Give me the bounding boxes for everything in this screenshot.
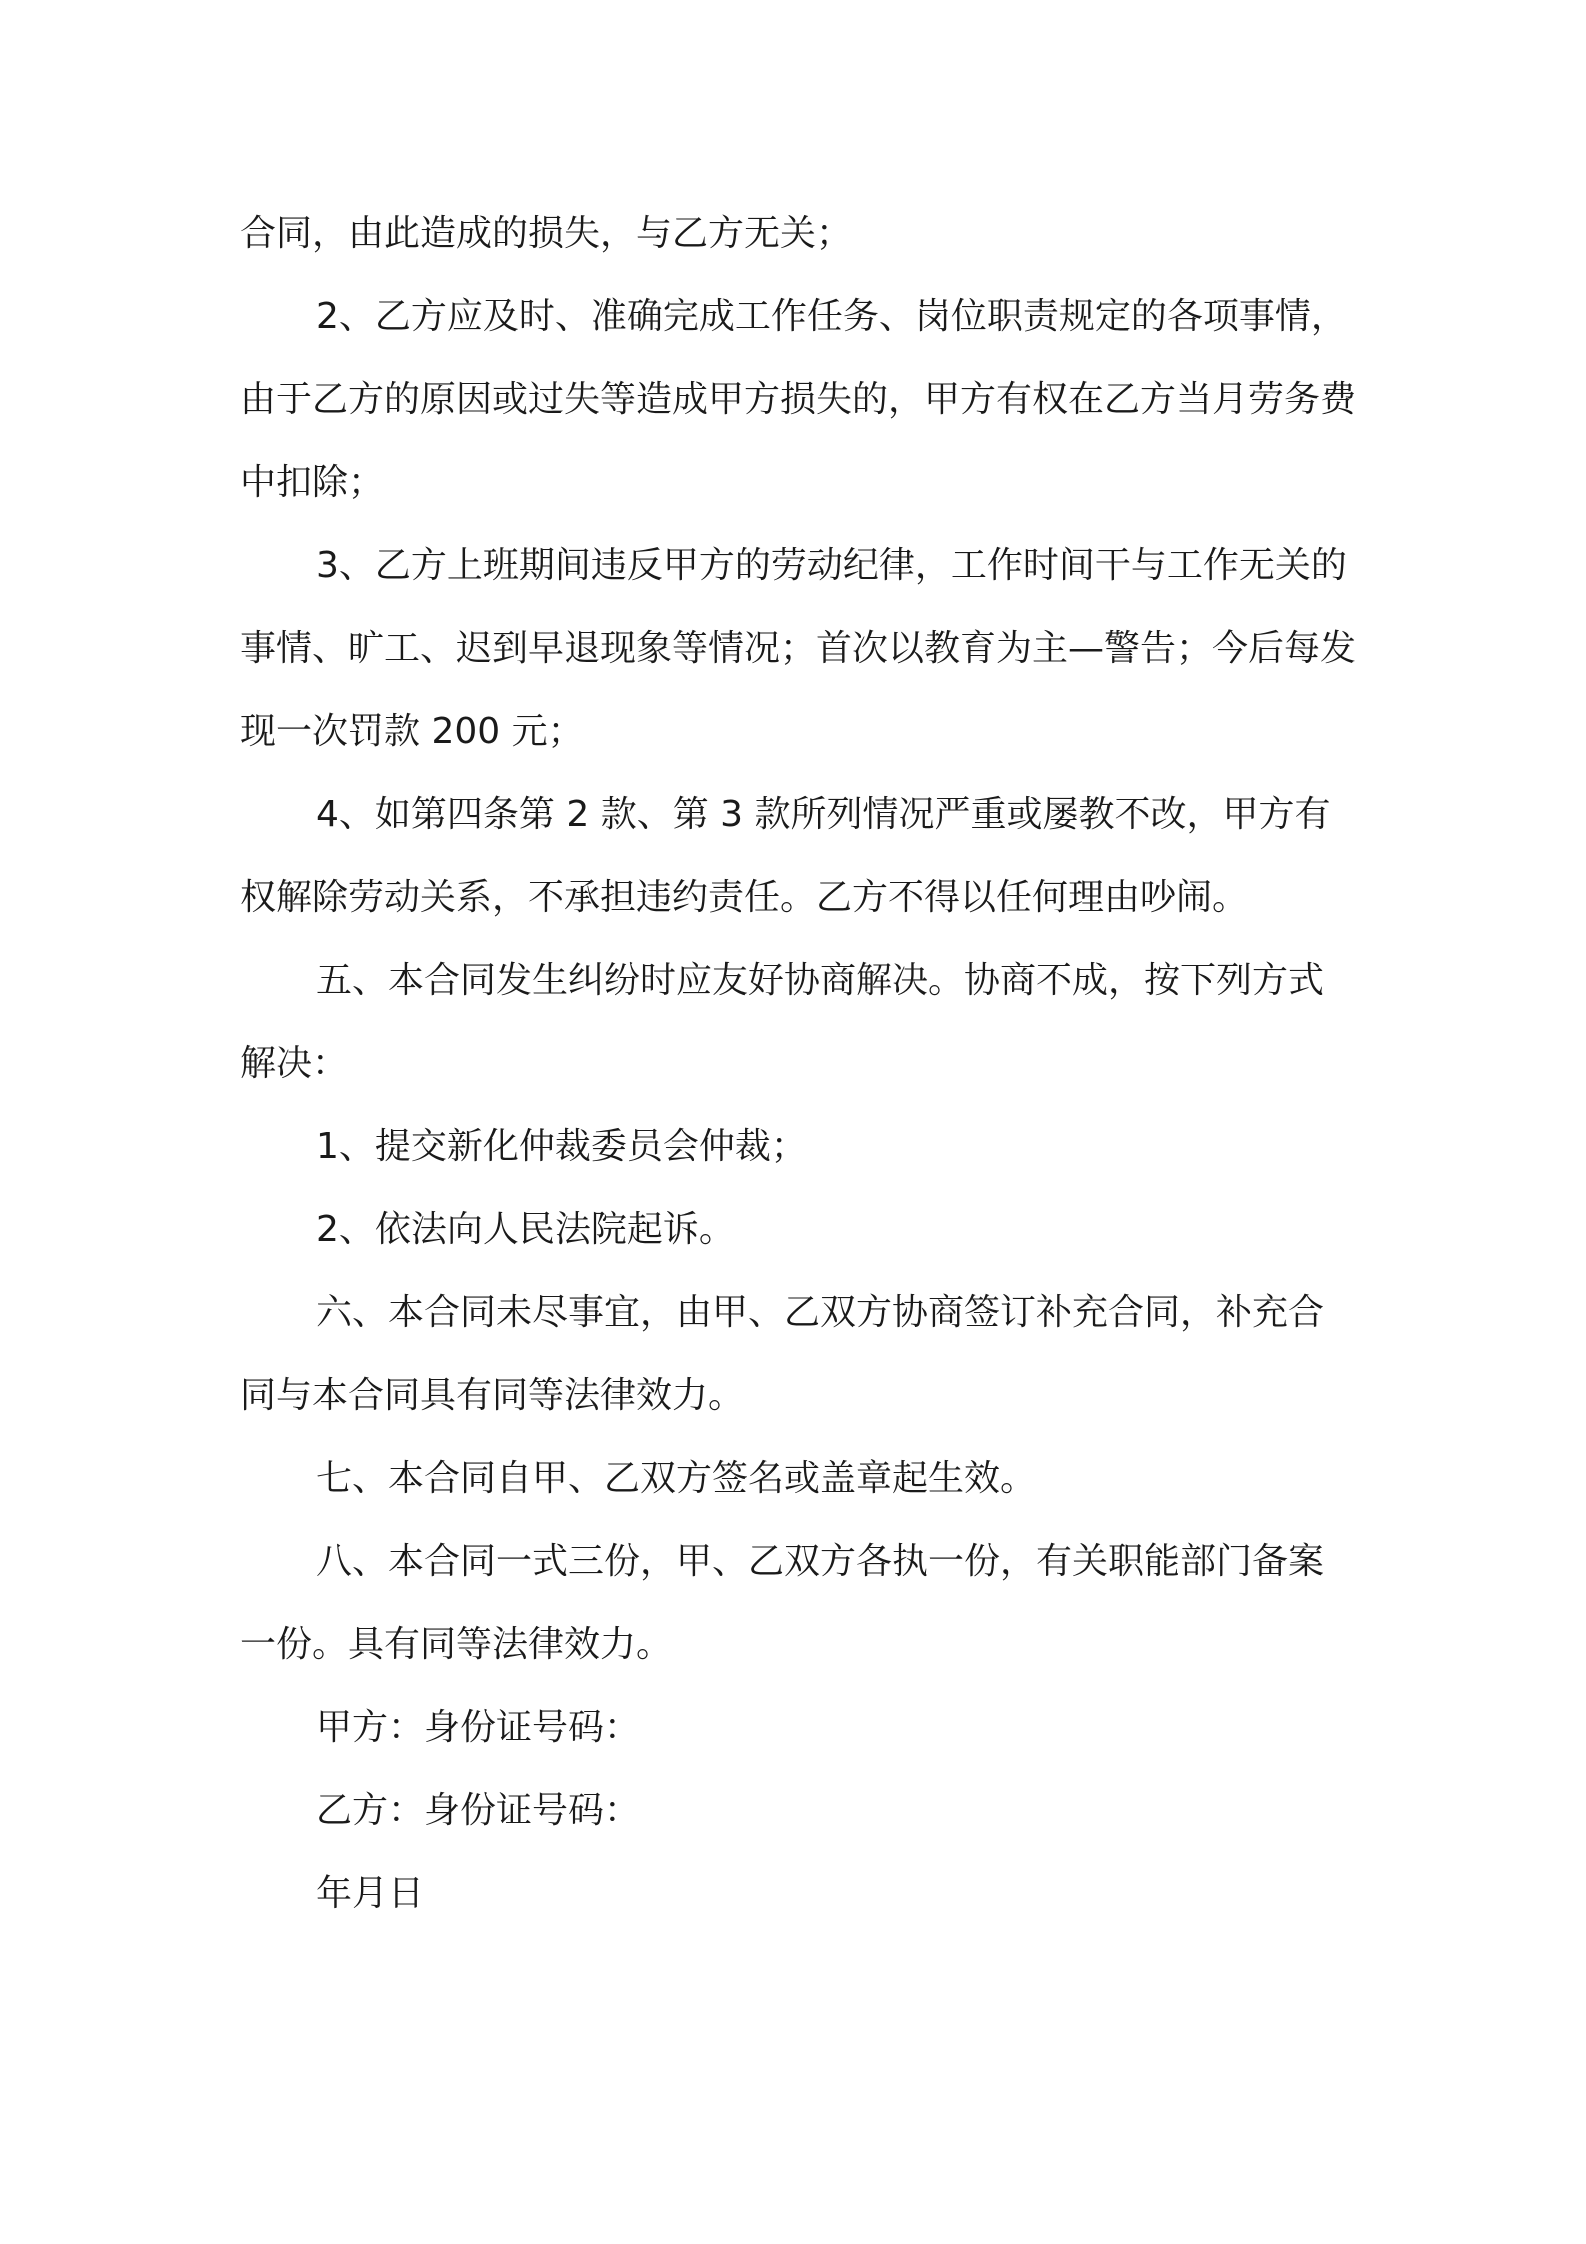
document-body bbox=[240, 192, 1358, 1935]
paragraph-article-7: 七、本合同自甲、乙双方签名或盖章起生效。 bbox=[316, 1458, 1037, 1499]
paragraph-article-5-item-2: 2、依法向人民法院起诉。 bbox=[316, 1209, 735, 1250]
signature-party-b: 乙方：身份证号码： bbox=[316, 1790, 641, 1831]
paragraph-clause-2: 2、乙方应及时、准确完成工作任务、岗位职责规定的各项事情，由于乙方的原因或过失等造成甲方损失的，甲方有权在乙方当月劳务费中扣除； bbox=[240, 296, 1357, 503]
paragraph-article-5: 五、本合同发生纠纷时应友好协商解决。协商不成，按下列方式解决： bbox=[240, 960, 1325, 1084]
paragraph-continuation: 合同，由此造成的损失，与乙方无关； bbox=[240, 213, 853, 254]
paragraph-clause-3: 3、乙方上班期间违反甲方的劳动纪律，工作时间干与工作无关的事情、旷工、迟到早退现象等情况；首次以教育为主—警告；今后每发现一次罚款 200 元； bbox=[240, 545, 1357, 752]
paragraph-article-6: 六、本合同未尽事宜，由甲、乙双方协商签订补充合同，补充合同与本合同具有同等法律效力。 bbox=[240, 1292, 1325, 1416]
signature-date: 年月日 bbox=[316, 1873, 425, 1914]
paragraph-article-8: 八、本合同一式三份，甲、乙双方各执一份，有关职能部门备案一份。具有同等法律效力。 bbox=[240, 1541, 1325, 1665]
signature-party-a: 甲方：身份证号码： bbox=[316, 1707, 641, 1748]
paragraph-clause-4: 4、如第四条第 2 款、第 3 款所列情况严重或屡教不改，甲方有权解除劳动关系，不承担违约责任。乙方不得以任何理由吵闹。 bbox=[240, 794, 1331, 918]
paragraph-article-5-item-1: 1、提交新化仲裁委员会仲裁； bbox=[316, 1126, 807, 1167]
